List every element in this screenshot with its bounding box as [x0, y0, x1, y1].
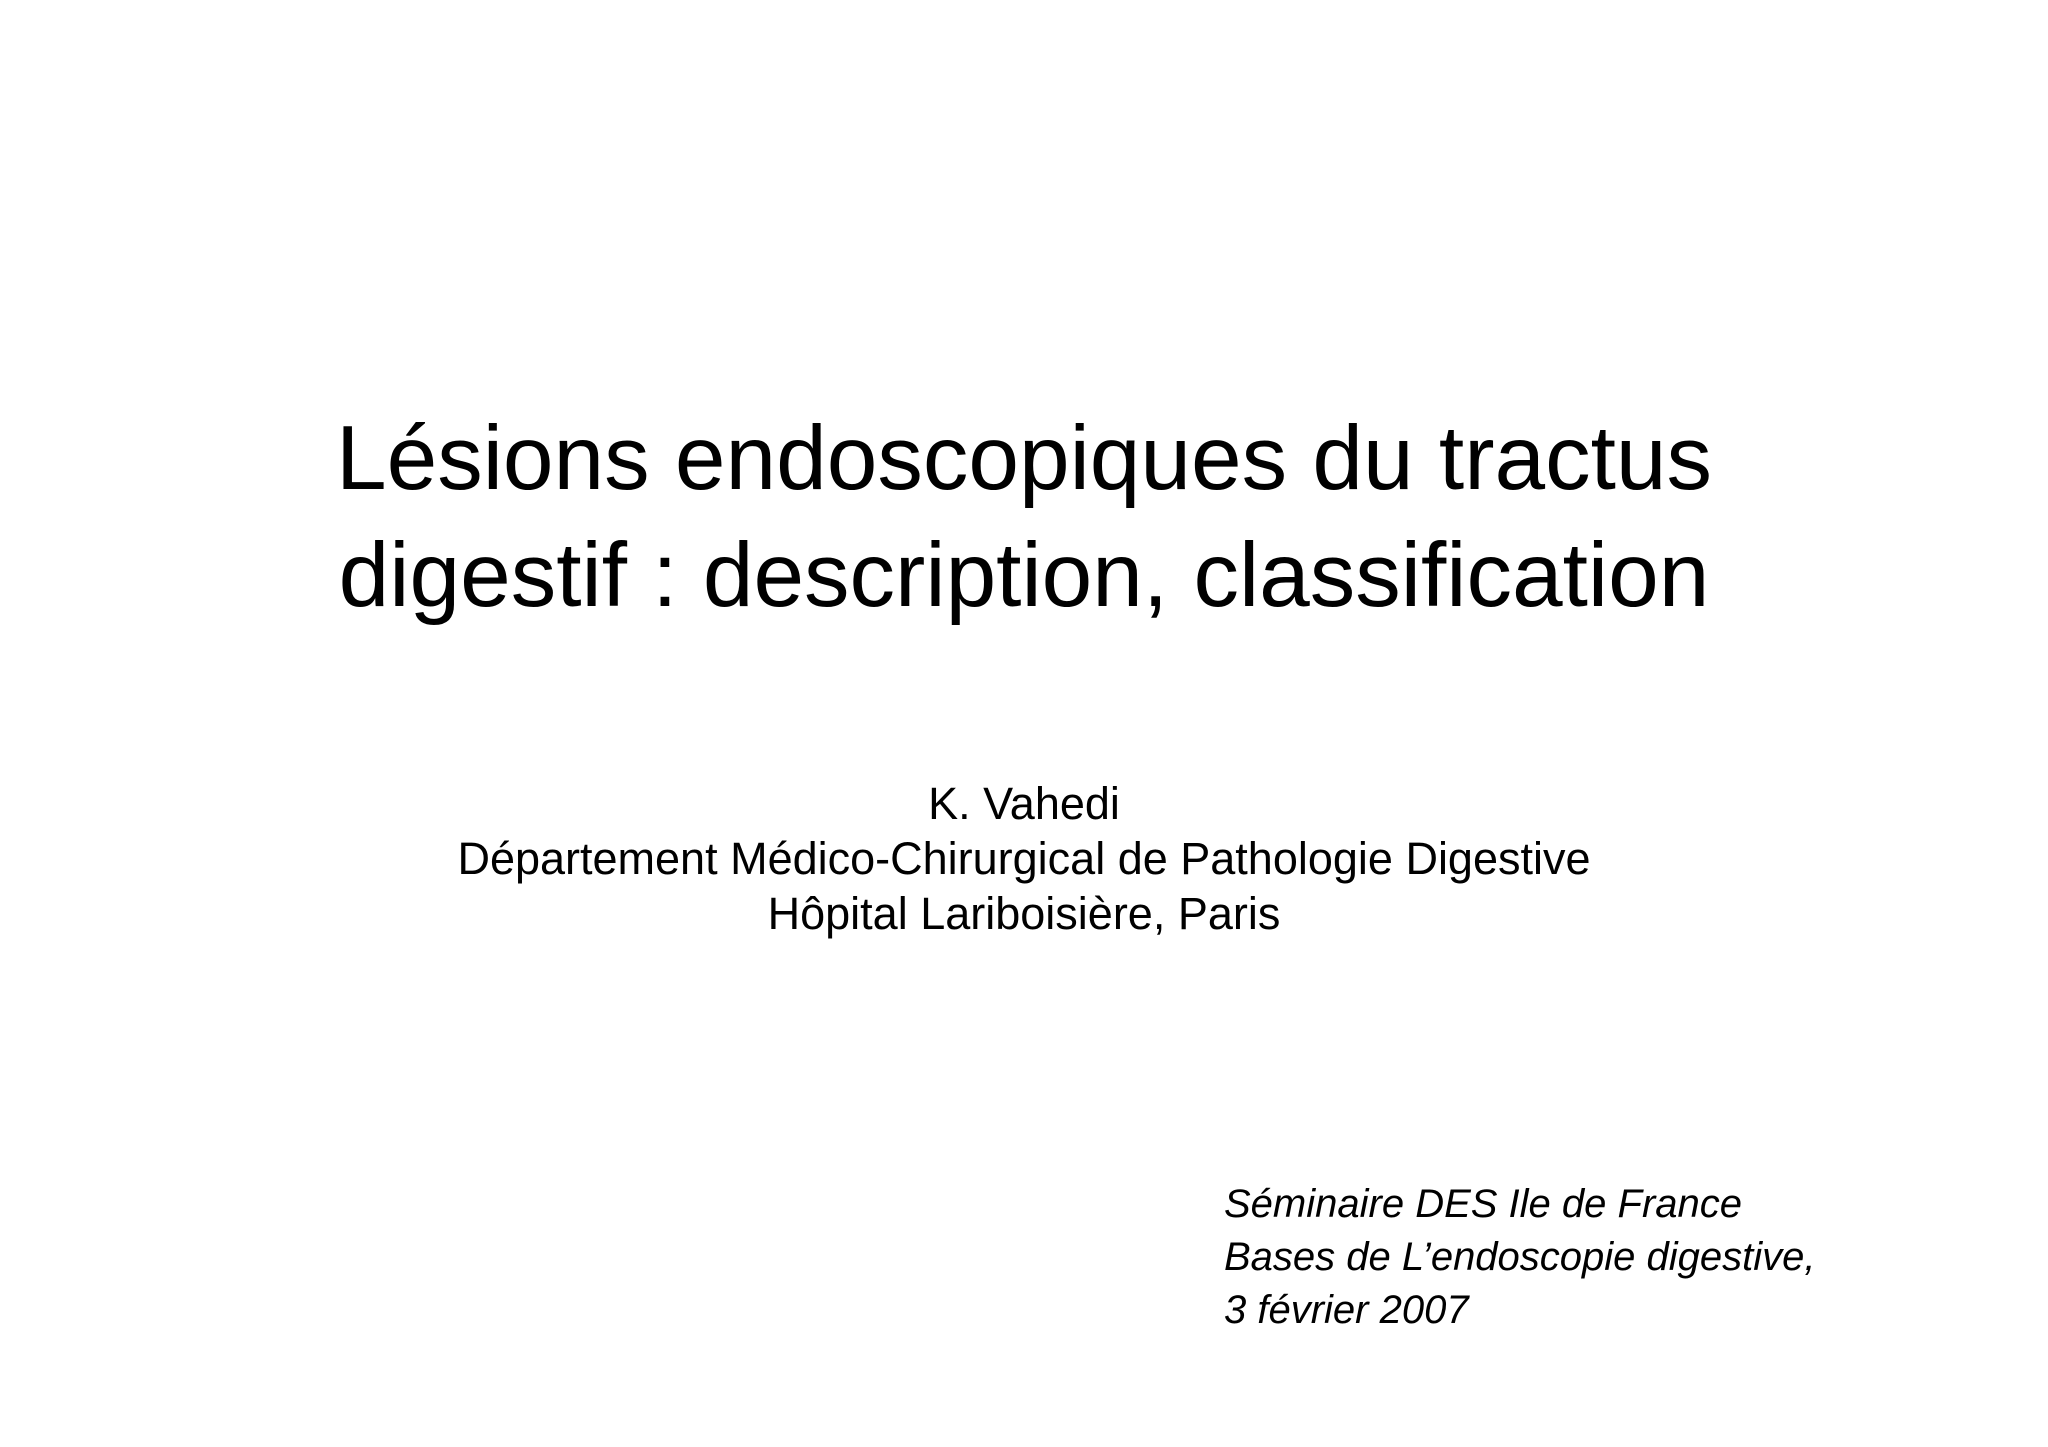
author-block — [0, 776, 2048, 941]
event-topic: Bases de L’endoscopie digestive, — [1224, 1235, 1816, 1279]
author-hospital: Hôpital Lariboisière, Paris — [767, 888, 1281, 939]
slide-title — [0, 400, 2048, 634]
author-department: Département Médico-Chirurgical de Pathologie Digestive — [457, 833, 1591, 884]
author-name: K. Vahedi — [928, 778, 1120, 829]
slide-title-line-2: digestif : description, classification — [338, 525, 1710, 626]
event-date: 3 février 2007 — [1224, 1288, 1469, 1332]
event-seminar: Séminaire DES Ile de France — [1224, 1182, 1743, 1226]
event-block — [1224, 1178, 2024, 1337]
slide-title-line-1: Lésions endoscopiques du tractus — [335, 408, 1713, 509]
